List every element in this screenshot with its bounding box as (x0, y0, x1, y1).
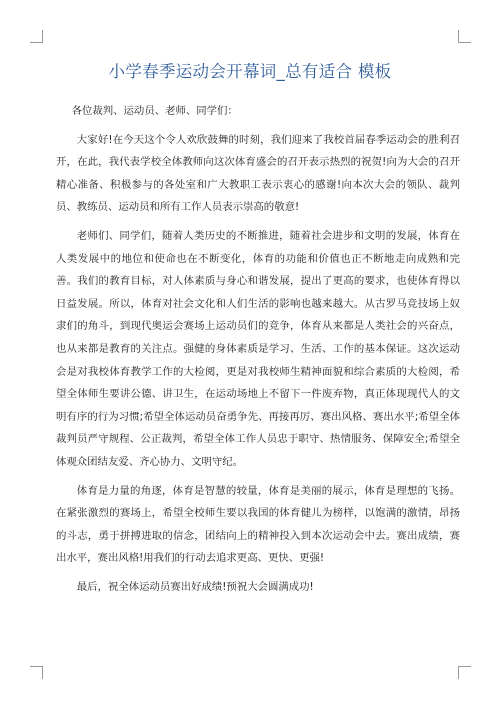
greeting-line: 各位裁判、运动员、老师、同学们： (71, 105, 238, 117)
document-body (56, 100, 460, 604)
paragraph-opening: 大家好!在今天这个令人欢欣鼓舞的时刻，我们迎来了我校首届春季运动会的胜利召开，在此，我代表学校全体教师向这次体育盛会的召开表示热烈的祝贺!向为大会的召开精心准备、积极参与的各处室和广大教职工表示衷心的感谢!向本次大会的领队、裁判员、教练员、运动员和所有工作人员表示崇高的敬意! (56, 133, 460, 214)
page-title: 小学春季运动会开幕词_总有适合 模板 (108, 62, 392, 81)
paragraph-encouragement: 体育是力量的角逐，体育是智慧的较量，体育是美丽的展示，体育是理想的飞扬。在紧张激烈的赛场上，希望全校师生要以我国的体育健儿为榜样，以饱满的激情，昂扬的斗志，勇于拼搏进取的信念，团结向上的精神投入到本次运动会中去。赛出成绩，赛出水平，赛出风格!用我们的行动去追求更高、更快、更强! (56, 484, 460, 565)
paragraph-closing: 最后，祝全体运动员赛出好成绩!预祝大会圆满成功! (76, 580, 314, 593)
crop-mark-top-right (458, 30, 471, 43)
paragraph-sports-role: 老师们、同学们，随着人类历史的不断推进，随着社会进步和文明的发展，体育在人类发展中的地位和使命也在不断变化，体育的功能和价值也正不断地走向成熟和完善。我们的教育目标，对人体素质与身心和谐发展，提出了更高的要求，也使体育得以日益发展。所以，体育对社会文化和人们生活的影响也越来越大。从古罗马竞技场上奴隶们的角斗，到现代奥运会赛场上运动员们的竞争，体育从来都是人类社会的兴奋点，也从来都是教育的关注点。强健的身体素质是学习、生活、工作的基本保证。这次运动会是对我校体育教学工作的大检阅，更是对我校师生精神面貌和综合素质的大检阅，希望全体师生要讲公德、讲卫生，在运动场地上不留下一件废弃物，真正体现现代人的文明有序的行为习惯;希望全体运动员奋勇争先、再接再厉、赛出风格、赛出水平;希望全体裁判员严守规程、公正裁判，希望全体工作人员忠于职守、热情服务、保障安全;希望全体观众团结友爱、齐心协力、文明守纪。 (56, 229, 460, 468)
crop-mark-bottom-right (458, 666, 471, 679)
crop-mark-bottom-left (30, 666, 43, 679)
crop-mark-top-left (30, 30, 43, 43)
